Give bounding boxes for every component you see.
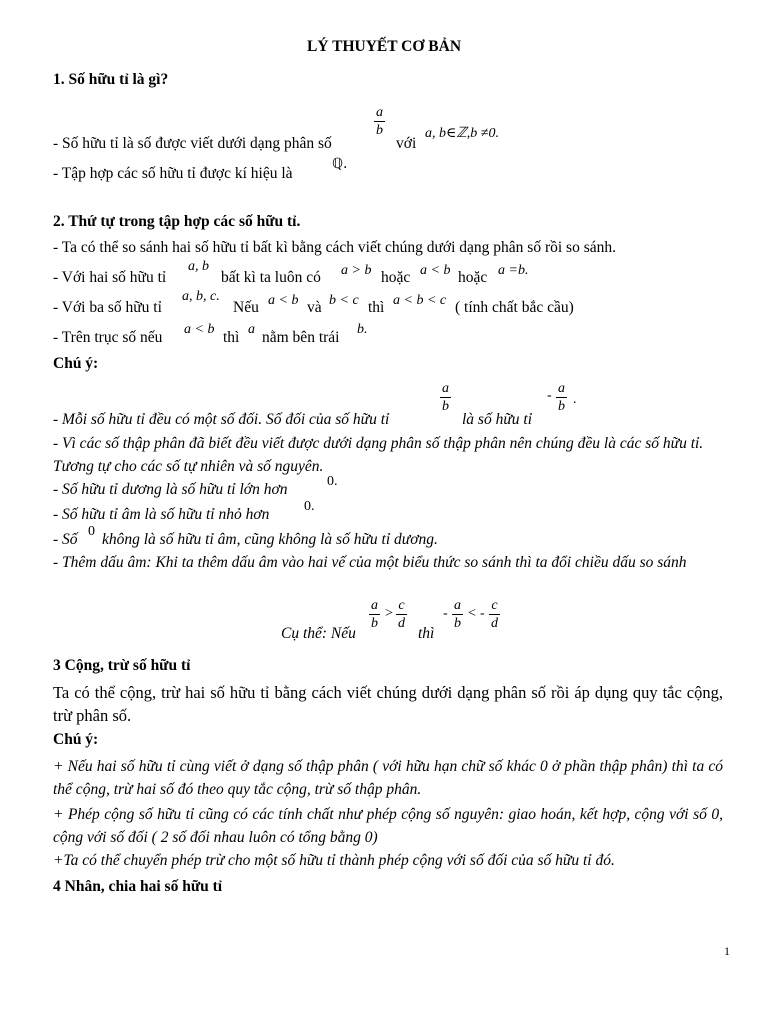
fraction-a-over-b-opposite: $\frac{a}{b}$ xyxy=(558,381,565,414)
s2-line-4-a: - Trên trục số nếu xyxy=(53,329,163,346)
gt-sign: > xyxy=(385,606,393,621)
zero-1: 0. xyxy=(327,474,338,489)
s2-math-a-gt-b: a > b xyxy=(341,263,372,278)
s2-if: Nếu xyxy=(233,299,259,316)
section-2-heading: 2. Thứ tự trong tập hợp các số hữu tỉ. xyxy=(53,213,301,230)
note-1-line-2: - Vì các số thập phân đã biết đều viết được dưới dạng phân số thập phân nên chúng đều là các số hữu tỉ. Tương tự cho các số tự nhiên và số nguyên. xyxy=(53,435,704,475)
s1-line-2: - Tập hợp các số hữu tỉ được kí hiệu là xyxy=(53,165,293,182)
section-3-paragraph: Ta có thể cộng, trừ hai số hữu tỉ bằng cách viết chúng dưới dạng phân số rồi áp dụng quy tắc cộng, trừ phân số. xyxy=(53,683,723,725)
lt-sign: < xyxy=(468,606,476,621)
fraction-a-over-b-2: $\frac{a}{b}$ xyxy=(442,381,449,414)
s2-math-a-eq-b: a =b. xyxy=(498,263,529,278)
s1-line-1: - Số hữu tỉ là số được viết dưới dạng phân số xyxy=(53,135,332,152)
s2-math-a-lt-b-lt-c: a < b < c xyxy=(393,293,447,308)
s2-line-4-b: nằm bên trái xyxy=(262,329,340,346)
minus-sign-3: - xyxy=(480,606,485,621)
zero-3: 0 xyxy=(88,524,95,539)
s1-with: với xyxy=(396,135,417,152)
s2-math-a-lt-b: a < b xyxy=(420,263,451,278)
s2-or-2: hoặc xyxy=(458,269,488,286)
note-1-heading: Chú ý: xyxy=(53,355,99,372)
s2-var-b: b. xyxy=(357,322,368,337)
note-2-paragraph-2: + Phép cộng số hữu tỉ cũng có các tính chất như phép cộng số nguyên: giao hoán, kết hợp, cộng với số 0, cộng với số đối ( 2 số đối nhau luôn có tổng bằng 0) xyxy=(53,806,723,846)
note-1-line-1-b: là số hữu tỉ xyxy=(462,411,533,428)
note-1-line-5-b: không là số hữu tỉ âm, cũng không là số hữu tỉ dương. xyxy=(102,531,438,548)
section-4-heading: 4 Nhân, chia hai số hữu tỉ xyxy=(53,878,223,895)
s2-var-a: a xyxy=(248,322,255,337)
note-2-paragraph-1: + Nếu hai số hữu tỉ cùng viết ở dạng số thập phân ( với hữu hạn chữ số khác 0 ở phần thập phân) thì ta có thể cộng, trừ hai số đó theo quy tắc cộng, trừ số thập phân. xyxy=(53,758,723,798)
note-1-line-4: - Số hữu tỉ âm là số hữu tỉ nhỏ hơn xyxy=(53,506,270,523)
note-2-paragraph-3: +Ta có thể chuyển phép trừ cho một số hữu tỉ thành phép cộng với số đối của số hữu tỉ đó. xyxy=(53,852,615,869)
ex-fraction-a-b: $\frac{a}{b}$ xyxy=(371,598,378,631)
period: . xyxy=(573,392,577,407)
note-1-line-3: - Số hữu tỉ dương là số hữu tỉ lớn hơn xyxy=(53,481,288,498)
s2-then: thì xyxy=(368,299,385,316)
s2-then-2: thì xyxy=(223,329,240,346)
example-then: thì xyxy=(418,625,435,642)
s2-math-b-lt-c: b < c xyxy=(329,293,359,308)
page-number: 1 xyxy=(724,944,730,958)
s2-math-a-lt-b-3: a < b xyxy=(184,322,215,337)
note-1-line-6: - Thêm dấu âm: Khi ta thêm dấu âm vào hai vế của một biểu thức so sánh thì ta đổi chiều dấu so sánh xyxy=(53,554,687,571)
section-3-heading: 3 Cộng, trừ số hữu tỉ xyxy=(53,657,191,674)
s2-line-2-b: bất kì ta luôn có xyxy=(221,269,321,286)
ex-fraction-c-d: $\frac{c}{d}$ xyxy=(398,598,405,631)
note-1-line-1-a: - Mỗi số hữu tỉ đều có một số đối. Số đối của số hữu tỉ xyxy=(53,411,390,428)
minus-sign: - xyxy=(547,388,552,403)
s2-vars-abc: a, b, c. xyxy=(182,289,220,304)
s2-vars-ab: a, b xyxy=(188,259,209,274)
rational-set-symbol: ℚ. xyxy=(332,156,348,172)
section-1-heading: 1. Số hữu tỉ là gì? xyxy=(53,71,169,88)
s2-and: và xyxy=(307,299,322,316)
s1-condition: a, b∈ℤ,b ≠0. xyxy=(425,126,499,141)
zero-2: 0. xyxy=(304,499,315,514)
note-1-line-5-a: - Số xyxy=(53,531,78,548)
s2-math-a-lt-b-2: a < b xyxy=(268,293,299,308)
ex-fraction-c-d-2: $\frac{c}{d}$ xyxy=(491,598,498,631)
ex-fraction-a-b-2: $\frac{a}{b}$ xyxy=(454,598,461,631)
s2-line-3-a: - Với ba số hữu tỉ xyxy=(53,299,162,316)
note-2-heading: Chú ý: xyxy=(53,731,99,748)
fraction-a-over-b: $\frac{a}{b}$ xyxy=(376,105,383,138)
s2-transitive-note: ( tính chất bắc cầu) xyxy=(455,299,574,316)
s2-line-2-a: - Với hai số hữu tỉ xyxy=(53,269,167,286)
example-if: Cụ thể: Nếu xyxy=(281,625,356,642)
page-title: LÝ THUYẾT CƠ BẢN xyxy=(306,38,462,55)
s2-line-1: - Ta có thể so sánh hai số hữu tỉ bất kì bằng cách viết chúng dưới dạng phân số rồi so sánh. xyxy=(53,239,617,256)
s2-or-1: hoặc xyxy=(381,269,411,286)
minus-sign-2: - xyxy=(443,606,448,621)
